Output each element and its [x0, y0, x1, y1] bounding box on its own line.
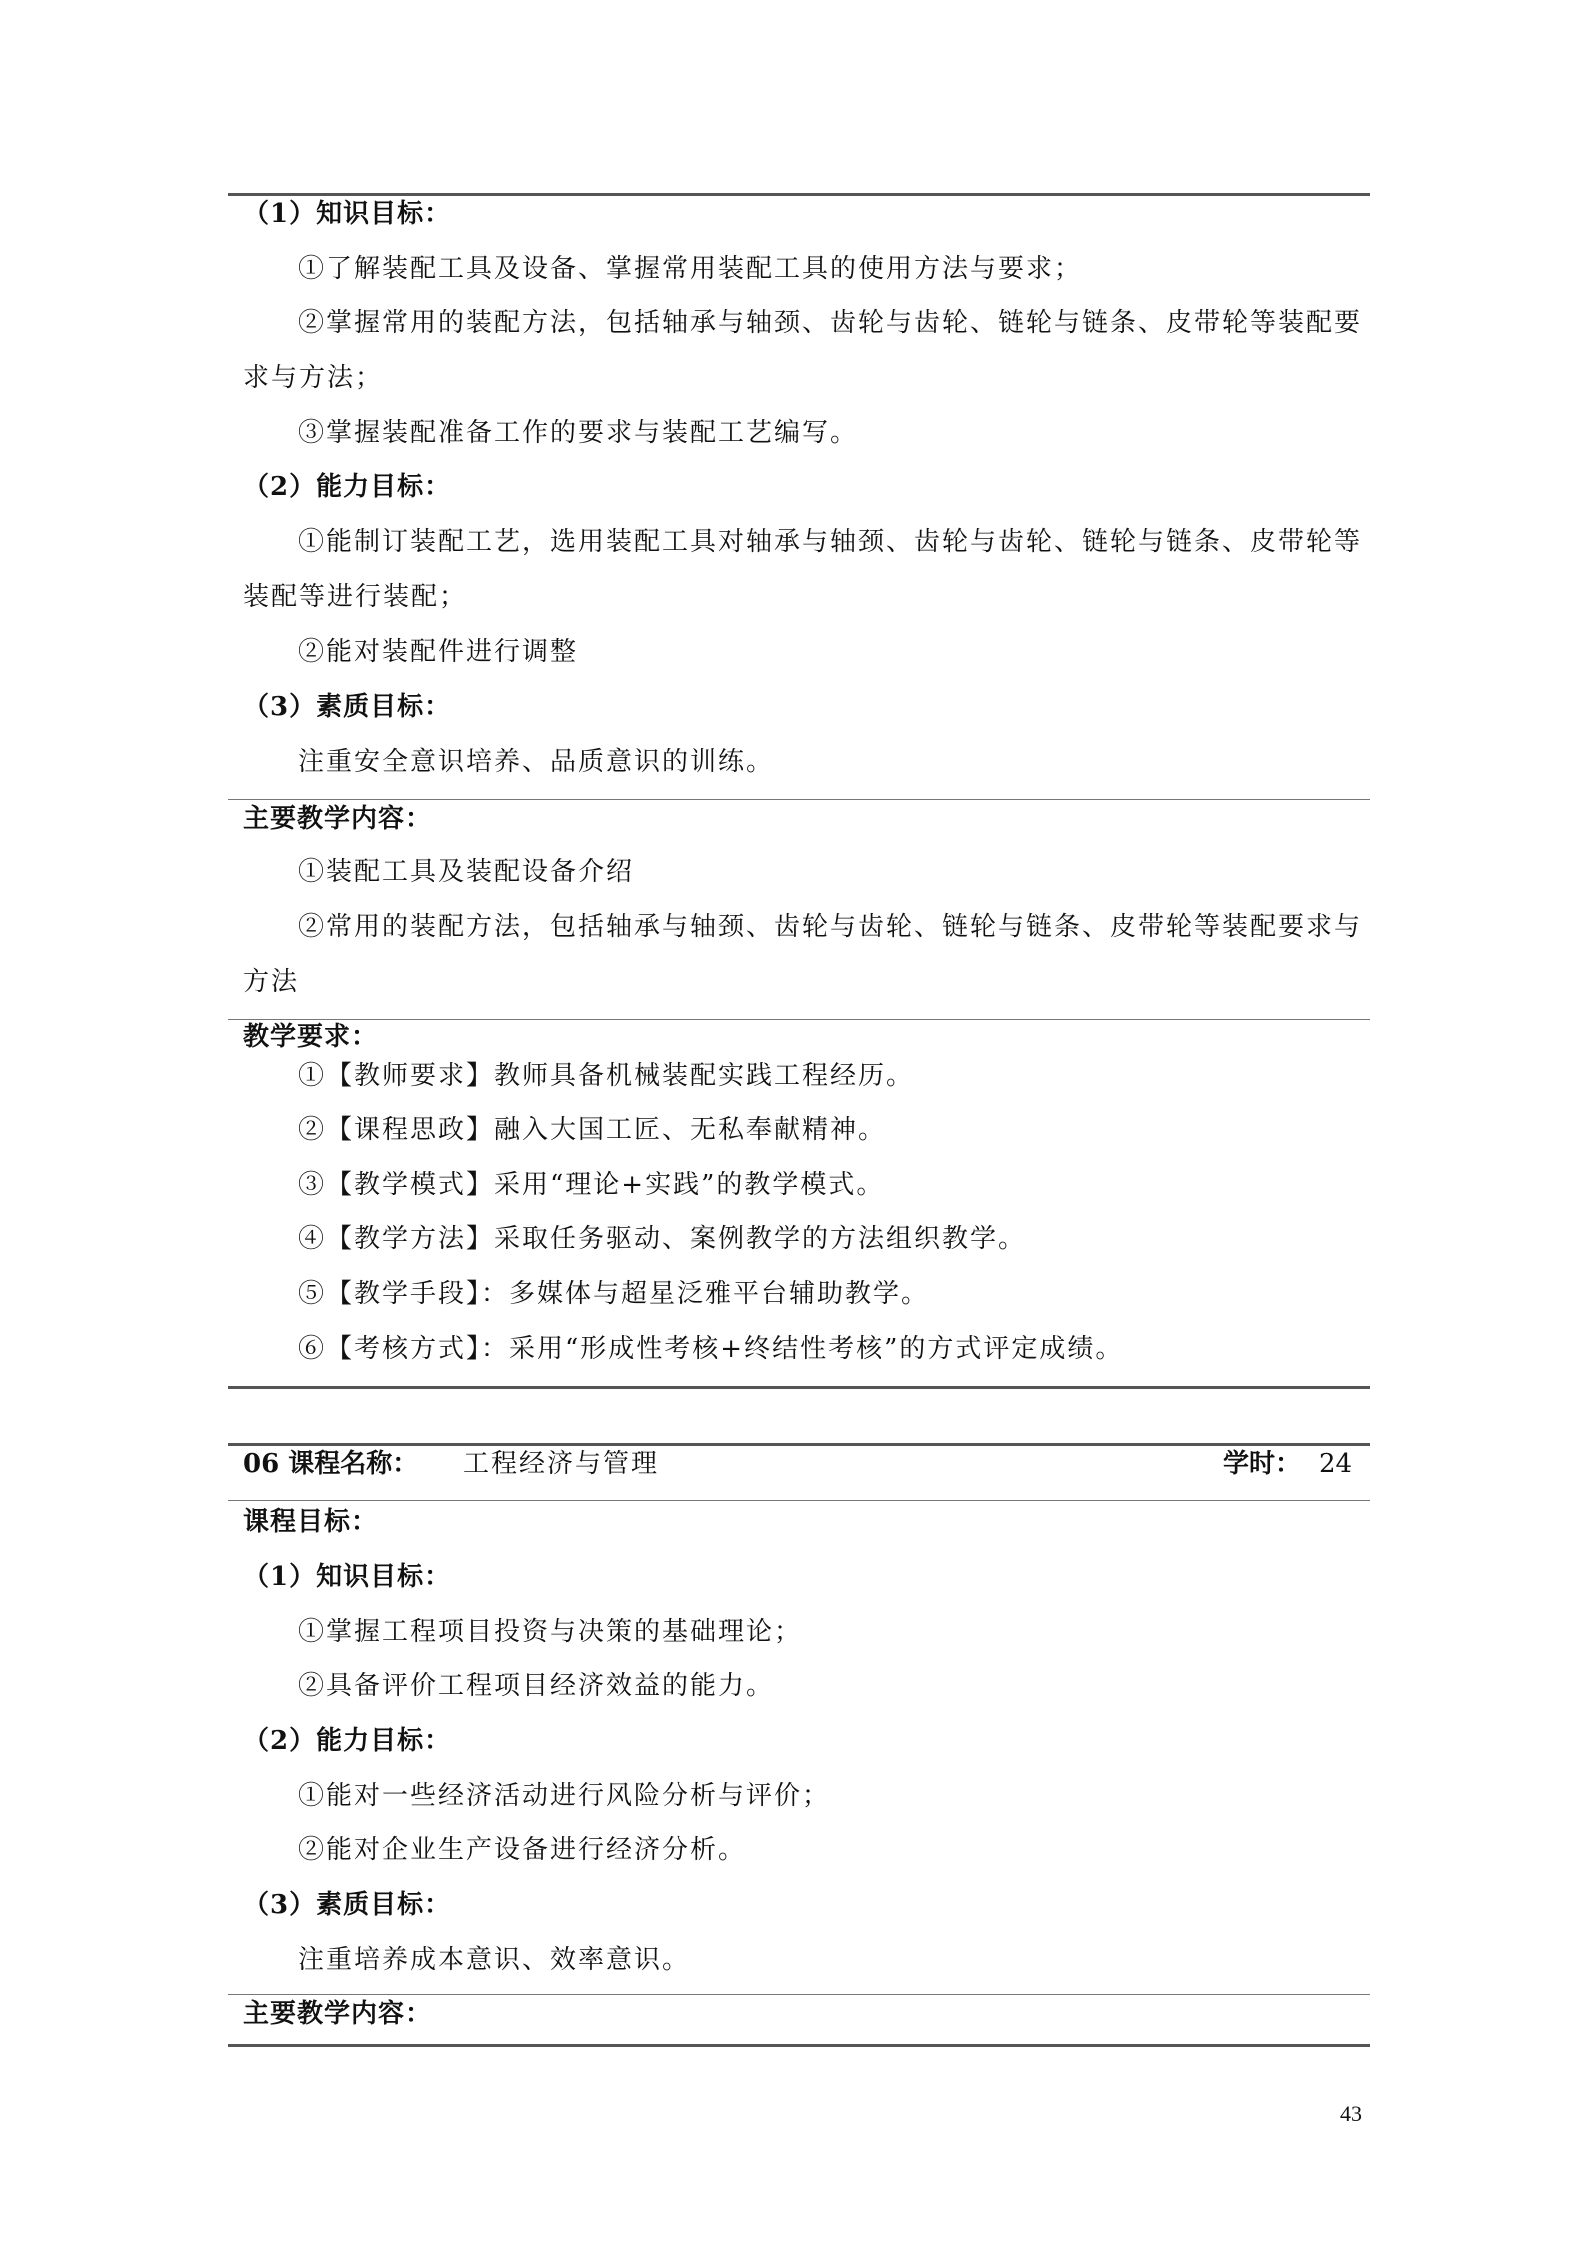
requirement-item: ②【课程思政】融入大国工匠、无私奉献精神。 — [298, 1115, 887, 1145]
table-top-border — [228, 193, 1370, 196]
knowledge-item: ②掌握常用的装配方法，包括轴承与轴颈、齿轮与齿轮、链轮与链条、皮带轮等装配要 — [298, 308, 1363, 338]
knowledge-item: ①了解装配工具及设备、掌握常用装配工具的使用方法与要求； — [298, 254, 1083, 284]
requirement-item: ③【教学模式】采用“理论+实践”的教学模式。 — [298, 1170, 885, 1200]
course-header-row — [243, 1447, 1355, 1481]
content-item: ①装配工具及装配设备介绍 — [298, 857, 635, 887]
table-bottom-border — [228, 2044, 1370, 2047]
ability-item: ②能对装配件进行调整 — [298, 637, 579, 667]
requirement-item: ⑤【教学手段】：多媒体与超星泛雅平台辅助教学。 — [298, 1279, 930, 1309]
content-item: ②常用的装配方法，包括轴承与轴颈、齿轮与齿轮、链轮与链条、皮带轮等装配要求与 — [298, 912, 1363, 942]
quality-heading: （3）素质目标： — [243, 692, 452, 722]
knowledge-item: 求与方法； — [243, 363, 384, 393]
course-hours: 24 — [1319, 1449, 1353, 1479]
course-name: 工程经济与管理 — [463, 1449, 660, 1479]
course-hours-label: 学时： — [1223, 1449, 1302, 1479]
table-top-border — [228, 1443, 1370, 1446]
knowledge-item: ②具备评价工程项目经济效益的能力。 — [298, 1671, 775, 1701]
requirement-item: ④【教学方法】采取任务驱动、案例教学的方法组织教学。 — [298, 1224, 1027, 1254]
quality-item: 注重培养成本意识、效率意识。 — [298, 1945, 691, 1975]
knowledge-heading: （1）知识目标： — [243, 199, 452, 229]
course-name-label: 06 课程名称： — [243, 1449, 419, 1479]
ability-item: ②能对企业生产设备进行经济分析。 — [298, 1835, 747, 1865]
section-divider — [228, 1500, 1370, 1501]
quality-heading: （3）素质目标： — [243, 1890, 452, 1920]
knowledge-heading: （1）知识目标： — [243, 1562, 452, 1592]
section-divider — [228, 799, 1370, 800]
content-item: 方法 — [243, 967, 300, 997]
content-heading: 主要教学内容： — [243, 1999, 433, 2029]
requirements-heading: 教学要求： — [243, 1022, 379, 1052]
knowledge-item: ①掌握工程项目投资与决策的基础理论； — [298, 1617, 803, 1647]
knowledge-item: ③掌握装配准备工作的要求与装配工艺编写。 — [298, 418, 859, 448]
requirement-item: ⑥【考核方式】：采用“形成性考核+终结性考核”的方式评定成绩。 — [298, 1334, 1124, 1364]
ability-item: 装配等进行装配； — [243, 582, 468, 612]
quality-item: 注重安全意识培养、品质意识的训练。 — [298, 747, 775, 777]
table-bottom-border — [228, 1386, 1370, 1389]
ability-heading: （2）能力目标： — [243, 472, 452, 502]
requirement-item: ①【教师要求】教师具备机械装配实践工程经历。 — [298, 1061, 915, 1091]
goal-heading: 课程目标： — [243, 1507, 379, 1537]
ability-item: ①能对一些经济活动进行风险分析与评价； — [298, 1781, 831, 1811]
content-heading: 主要教学内容： — [243, 804, 433, 834]
ability-item: ①能制订装配工艺，选用装配工具对轴承与轴颈、齿轮与齿轮、链轮与链条、皮带轮等 — [298, 527, 1363, 557]
page-number: 43 — [1340, 2101, 1362, 2126]
section-divider — [228, 1994, 1370, 1995]
ability-heading: （2）能力目标： — [243, 1726, 452, 1756]
